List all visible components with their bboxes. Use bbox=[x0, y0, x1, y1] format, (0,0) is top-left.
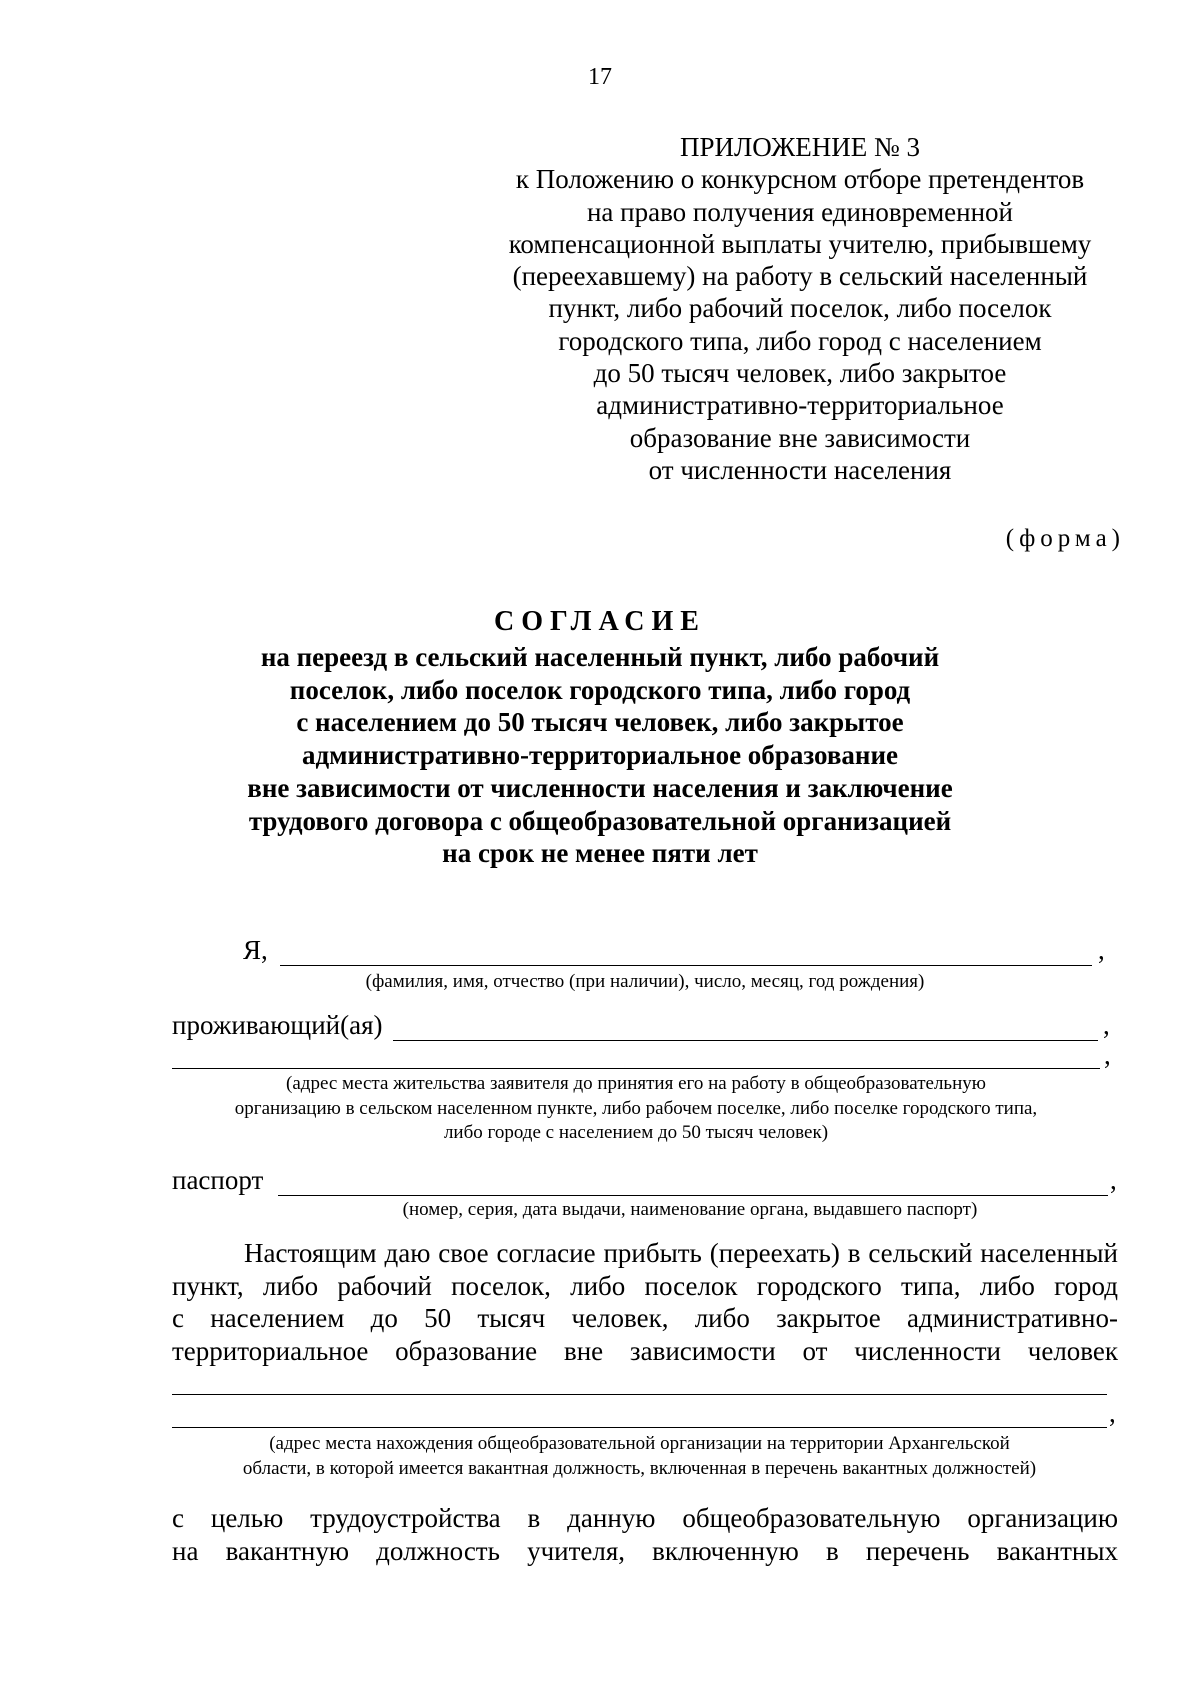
consent-line: Настоящим даю свое согласие прибыть (переехать) в сельский населенный bbox=[244, 1238, 1118, 1268]
form-label: (форма) bbox=[1005, 525, 1125, 552]
consent-line: с населением до 50 тысяч человек, либо закрытое административно- bbox=[172, 1303, 1118, 1333]
residence-field-line-1[interactable] bbox=[393, 1040, 1098, 1041]
school-address-line-2[interactable] bbox=[172, 1427, 1107, 1428]
subtitle-line: вне зависимости от численности населения и заключение bbox=[247, 772, 953, 803]
subtitle-line: административно-территориальное образование bbox=[301, 740, 899, 771]
consent-line: территориальное образование вне зависимости от численности человек bbox=[172, 1335, 1118, 1366]
school-address-hint bbox=[172, 1432, 1107, 1481]
appendix-title: ПРИЛОЖЕНИЕ № 3 bbox=[679, 132, 921, 162]
residence-field-suffix-2: , bbox=[1104, 1040, 1111, 1070]
purpose-line: на вакантную должность учителя, включенную в перечень вакантных bbox=[172, 1535, 1118, 1566]
page-number: 17 bbox=[588, 64, 612, 90]
residence-field-suffix-1: , bbox=[1103, 1010, 1110, 1040]
appendix-line: к Положению о конкурсном отборе претендентов bbox=[515, 164, 1085, 195]
residence-field-prefix: проживающий(ая) bbox=[172, 1010, 383, 1040]
subtitle-line: трудового договора с общеобразовательной организацией bbox=[248, 805, 952, 836]
appendix-line: (переехавшему) на работу в сельский населенный bbox=[512, 261, 1088, 292]
name-field-hint: (фамилия, имя, отчество (при наличии), число, месяц, год рождения) bbox=[365, 971, 925, 992]
subtitle-line: на срок не менее пяти лет bbox=[442, 838, 758, 869]
subtitle-line: с населением до 50 тысяч человек, либо закрытое bbox=[296, 707, 904, 738]
appendix-line: на право получения единовременной bbox=[586, 196, 1014, 227]
purpose-line: с целью трудоустройства в данную общеобразовательную организацию bbox=[172, 1503, 1118, 1533]
passport-field-suffix: , bbox=[1110, 1165, 1117, 1195]
residence-hint-line: либо городе с населением до 50 тысяч человек) bbox=[443, 1122, 829, 1143]
name-field-prefix: Я, bbox=[243, 935, 268, 965]
document-title: СОГЛАСИЕ bbox=[494, 606, 706, 637]
appendix-line: образование вне зависимости bbox=[629, 422, 971, 453]
appendix-line: компенсационной выплаты учителю, прибывшему bbox=[508, 228, 1092, 259]
passport-field-prefix: паспорт bbox=[172, 1165, 264, 1195]
appendix-line: до 50 тысяч человек, либо закрытое bbox=[593, 358, 1007, 389]
purpose-paragraph bbox=[172, 1502, 1118, 1567]
document-subtitle bbox=[200, 641, 1000, 870]
appendix-line: городского типа, либо город с населением bbox=[558, 325, 1042, 356]
subtitle-line: поселок, либо поселок городского типа, либо город bbox=[289, 674, 911, 705]
residence-field-hint bbox=[172, 1072, 1100, 1146]
residence-field-line-2[interactable] bbox=[172, 1068, 1100, 1069]
name-field-suffix: , bbox=[1098, 935, 1105, 965]
school-address-hint-line: (адрес места нахождения общеобразовательной организации на территории Архангельской bbox=[269, 1433, 1010, 1454]
residence-hint-line: (адрес места жительства заявителя до принятия его на работу в общеобразовательную bbox=[286, 1073, 986, 1094]
name-field-line[interactable] bbox=[280, 965, 1092, 966]
consent-paragraph bbox=[172, 1237, 1118, 1367]
consent-line: пункт, либо рабочий поселок, либо поселок городского типа, либо город bbox=[172, 1270, 1118, 1301]
appendix-line: от численности населения bbox=[648, 454, 952, 485]
appendix-header bbox=[470, 131, 1130, 486]
passport-field-hint: (номер, серия, дата выдачи, наименование органа, выдавшего паспорт) bbox=[402, 1199, 978, 1220]
school-address-line-1[interactable] bbox=[172, 1394, 1107, 1395]
subtitle-line: на переезд в сельский населенный пункт, либо рабочий bbox=[260, 642, 940, 672]
school-address-suffix: , bbox=[1109, 1398, 1116, 1428]
appendix-line: административно-территориальное bbox=[596, 390, 1004, 421]
appendix-line: пункт, либо рабочий поселок, либо поселок bbox=[548, 293, 1052, 324]
passport-field-line[interactable] bbox=[278, 1195, 1108, 1196]
residence-hint-line: организацию в сельском населенном пункте, либо рабочем поселке, либо поселке городского типа, bbox=[234, 1097, 1038, 1119]
school-address-hint-line: области, в которой имеется вакантная должность, включенная в перечень вакантных должностей) bbox=[242, 1457, 1037, 1479]
